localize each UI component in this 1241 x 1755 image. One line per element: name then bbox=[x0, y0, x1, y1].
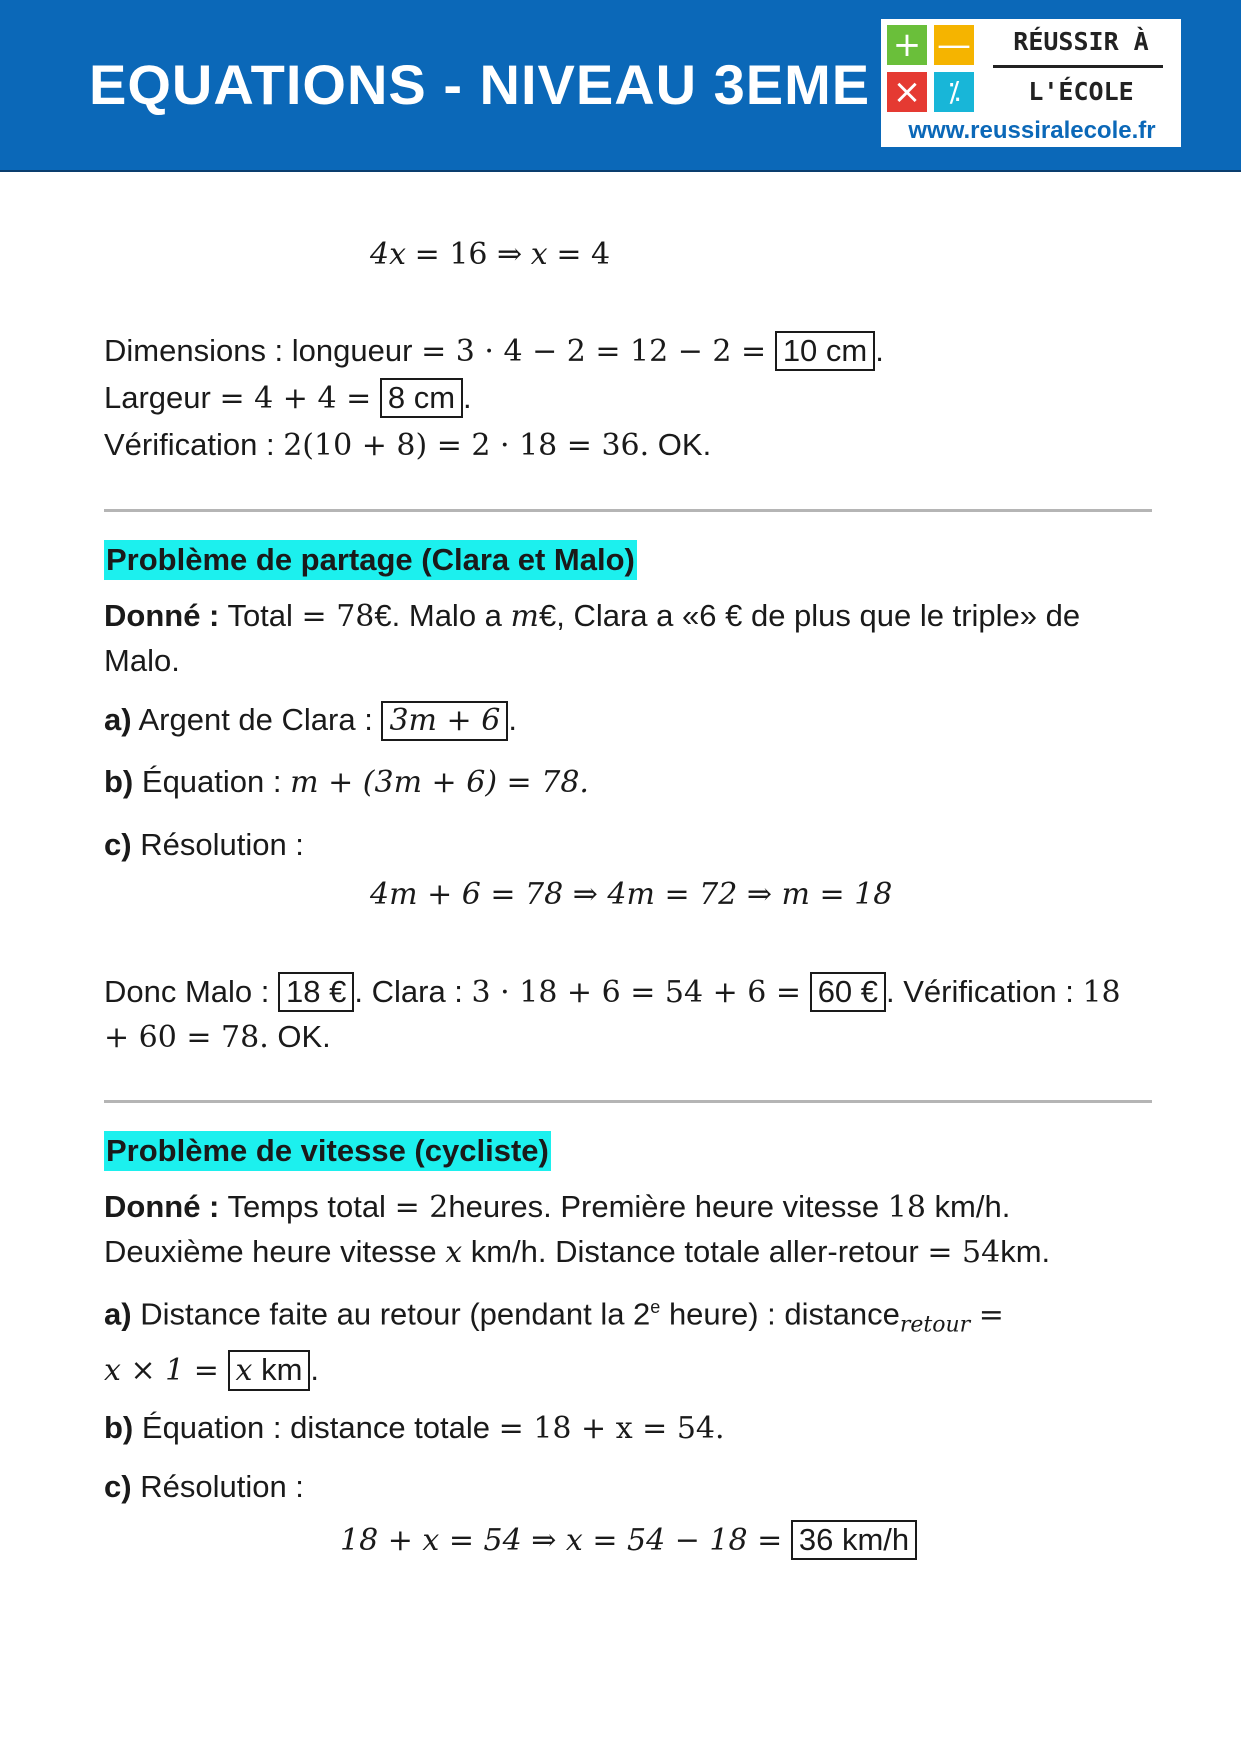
result-box-clara-expr: 3m + 6 bbox=[381, 701, 508, 741]
minus-icon: — bbox=[934, 25, 974, 65]
equation-4x: 4x = 16 ⇒ x = 4 bbox=[370, 237, 611, 272]
question-c-vitesse: c) Résolution : bbox=[104, 1468, 304, 1504]
result-box-distance: x km bbox=[228, 1350, 311, 1391]
dimensions-line: Dimensions : longueur = 3 · 4 − 2 = 12 − 2 = 10 cm . bbox=[104, 333, 884, 369]
donne-vitesse: Donné : Temps total = 2heures. Première heure vitesse 18 km/h. Deuxième heure vitesse x km/h. Distance totale aller-retour = 54km. bbox=[104, 1189, 1051, 1270]
section-title-partage: Problème de partage (Clara et Malo) bbox=[104, 540, 637, 580]
resolution-equation-partage: 4m + 6 = 78 ⇒ 4m = 72 ⇒ m = 18 bbox=[370, 877, 893, 912]
section-title-vitesse: Problème de vitesse (cycliste) bbox=[104, 1131, 551, 1171]
times-icon: × bbox=[887, 72, 927, 112]
result-box-speed: 36 km/h bbox=[791, 1520, 917, 1560]
question-a-partage: a) Argent de Clara : 3m + 6 . bbox=[104, 697, 1154, 743]
resolution-equation-vitesse: 18 + x = 54 ⇒ x = 54 − 18 = 36 km/h bbox=[340, 1520, 1154, 1560]
result-box-length: 10 cm bbox=[775, 331, 875, 371]
site-logo[interactable] bbox=[881, 19, 1181, 147]
logo-url-link[interactable]: www.reussiralecole.fr bbox=[908, 117, 1156, 144]
result-box-malo: 18 € bbox=[278, 972, 354, 1012]
page-header bbox=[0, 0, 1241, 172]
verification-line: Vérification : 2(10 + 8) = 2 · 18 = 36. OK. bbox=[104, 427, 712, 463]
donc-line-partage: Donc Malo : 18 € . Clara : 3 · 18 + 6 = 54 + 6 = 60 € . Vérification : 18 + 60 = 78. OK. bbox=[104, 974, 1121, 1055]
result-box-clara: 60 € bbox=[810, 972, 886, 1012]
donne-partage: Donné : Total = 78€. Malo a m€, Clara a «6 € de plus que le triple» de Malo. bbox=[104, 598, 1081, 678]
logo-text-line1: RÉUSSIR À bbox=[1013, 27, 1149, 56]
document-content bbox=[104, 230, 1154, 1560]
question-a-vitesse: a) Distance faite au retour (pendant la 2e heure) : distance$_{retour}$ = x × 1 = x km . bbox=[104, 1285, 1154, 1393]
plus-icon: + bbox=[887, 25, 927, 65]
page-title: EQUATIONS - NIVEAU 3EME bbox=[89, 53, 871, 116]
logo-divider bbox=[993, 65, 1163, 68]
question-b-vitesse: b) Équation : distance totale = 18 + x = 54. bbox=[104, 1409, 725, 1446]
result-box-width: 8 cm bbox=[380, 378, 463, 418]
question-b-partage: b) Équation : m + (3m + 6) = 78. bbox=[104, 764, 589, 800]
logo-text-line2: L'ÉCOLE bbox=[1028, 77, 1134, 106]
question-c-partage: c) Résolution : bbox=[104, 827, 304, 862]
largeur-line: Largeur = 4 + 4 = 8 cm . bbox=[104, 380, 472, 416]
percent-icon: ⁒ bbox=[934, 72, 974, 112]
